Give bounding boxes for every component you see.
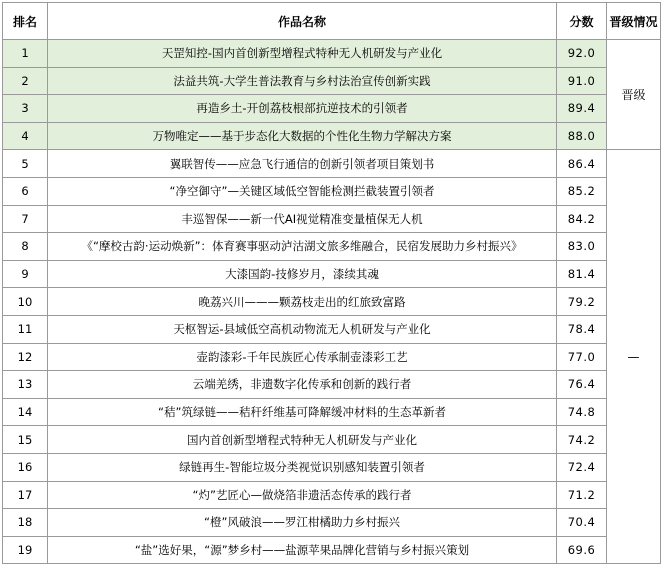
table-row: [3, 67, 661, 95]
score-cell: 74.8: [557, 398, 607, 426]
score-cell: 69.6: [557, 536, 607, 564]
header-title: 作品名称: [48, 3, 557, 40]
score-cell: 84.2: [557, 205, 607, 233]
table-row: [3, 371, 661, 399]
table-row: [3, 426, 661, 454]
table-row: [3, 122, 661, 150]
score-cell: 74.2: [557, 426, 607, 454]
rank-cell: 4: [3, 122, 48, 150]
score-cell: 71.2: [557, 481, 607, 509]
header-row: [3, 3, 661, 40]
score-cell: 76.4: [557, 371, 607, 399]
table-row: [3, 536, 661, 564]
project-title-cell: 绿链再生-智能垃圾分类视觉识别感知装置引领者: [48, 453, 557, 481]
project-title-cell: 国内首创新型增程式特种无人机研发与产业化: [48, 426, 557, 454]
rank-cell: 9: [3, 260, 48, 288]
project-title-cell: 《“摩校古韵·运动焕新”：体育赛事驱动泸沽湖文旅多维融合，民宿发展助力乡村振兴》: [48, 233, 557, 261]
rank-cell: 12: [3, 343, 48, 371]
table-row: [3, 233, 661, 261]
rank-cell: 5: [3, 150, 48, 178]
project-title-cell: 天罡知控-国内首创新型增程式特种无人机研发与产业化: [48, 40, 557, 68]
ranking-table: [2, 2, 661, 564]
project-title-cell: 再造乡土-开创荔枝根部抗逆技术的引领者: [48, 95, 557, 123]
rank-cell: 8: [3, 233, 48, 261]
score-cell: 77.0: [557, 343, 607, 371]
score-cell: 81.4: [557, 260, 607, 288]
score-cell: 70.4: [557, 509, 607, 537]
header-rank: 排名: [3, 3, 48, 40]
project-title-cell: 法益共筑-大学生普法教育与乡村法治宣传创新实践: [48, 67, 557, 95]
rank-cell: 3: [3, 95, 48, 123]
table-row: [3, 453, 661, 481]
project-title-cell: “秸”筑绿链——秸秆纤维基可降解缓冲材料的生态革新者: [48, 398, 557, 426]
table-row: [3, 343, 661, 371]
table-row: [3, 509, 661, 537]
project-title-cell: “净空御守”—关键区域低空智能检测拦截装置引领者: [48, 177, 557, 205]
table-row: [3, 398, 661, 426]
table-row: [3, 315, 661, 343]
project-title-cell: “灼”艺匠心—做烧箔非遗活态传承的践行者: [48, 481, 557, 509]
project-title-cell: 翼联智传——应急飞行通信的创新引领者项目策划书: [48, 150, 557, 178]
table-row: [3, 288, 661, 316]
table-row: [3, 260, 661, 288]
rank-cell: 14: [3, 398, 48, 426]
project-title-cell: 云端羌绣，非遗数字化传承和创新的践行者: [48, 371, 557, 399]
table-row: [3, 177, 661, 205]
project-title-cell: 壶韵漆彩-千年民族匠心传承制壶漆彩工艺: [48, 343, 557, 371]
score-cell: 83.0: [557, 233, 607, 261]
status-others-cell: —: [607, 150, 661, 564]
score-cell: 79.2: [557, 288, 607, 316]
rank-cell: 10: [3, 288, 48, 316]
project-title-cell: 丰巡智保——新一代AI视觉精准变量植保无人机: [48, 205, 557, 233]
table-row: [3, 40, 661, 68]
rank-cell: 11: [3, 315, 48, 343]
rank-cell: 2: [3, 67, 48, 95]
rank-cell: 6: [3, 177, 48, 205]
table-header: [3, 3, 661, 40]
score-cell: 91.0: [557, 67, 607, 95]
rank-cell: 15: [3, 426, 48, 454]
score-cell: 78.4: [557, 315, 607, 343]
rank-cell: 1: [3, 40, 48, 68]
score-cell: 85.2: [557, 177, 607, 205]
project-title-cell: 万物唯定——基于步态化大数据的个性化生物力学解决方案: [48, 122, 557, 150]
score-cell: 72.4: [557, 453, 607, 481]
project-title-cell: “盐”选好果，“源”梦乡村——盐源苹果品牌化营销与乡村振兴策划: [48, 536, 557, 564]
rank-cell: 7: [3, 205, 48, 233]
score-cell: 88.0: [557, 122, 607, 150]
score-cell: 86.4: [557, 150, 607, 178]
project-title-cell: 天枢智运-县域低空高机动物流无人机研发与产业化: [48, 315, 557, 343]
header-score: 分数: [557, 3, 607, 40]
header-status: 晋级情况: [607, 3, 661, 40]
score-cell: 92.0: [557, 40, 607, 68]
table-body: [3, 40, 661, 564]
project-title-cell: 晚荔兴川———颗荔枝走出的红旅致富路: [48, 288, 557, 316]
score-cell: 89.4: [557, 95, 607, 123]
table-row: [3, 150, 661, 178]
project-title-cell: 大漆国韵-技修岁月，漆续其魂: [48, 260, 557, 288]
rank-cell: 19: [3, 536, 48, 564]
table-row: [3, 481, 661, 509]
rank-cell: 13: [3, 371, 48, 399]
project-title-cell: “橙”风破浪——罗江柑橘助力乡村振兴: [48, 509, 557, 537]
rank-cell: 16: [3, 453, 48, 481]
rank-cell: 17: [3, 481, 48, 509]
table-row: [3, 205, 661, 233]
rank-cell: 18: [3, 509, 48, 537]
table-row: [3, 95, 661, 123]
status-promoted-cell: 晋级: [607, 40, 661, 150]
